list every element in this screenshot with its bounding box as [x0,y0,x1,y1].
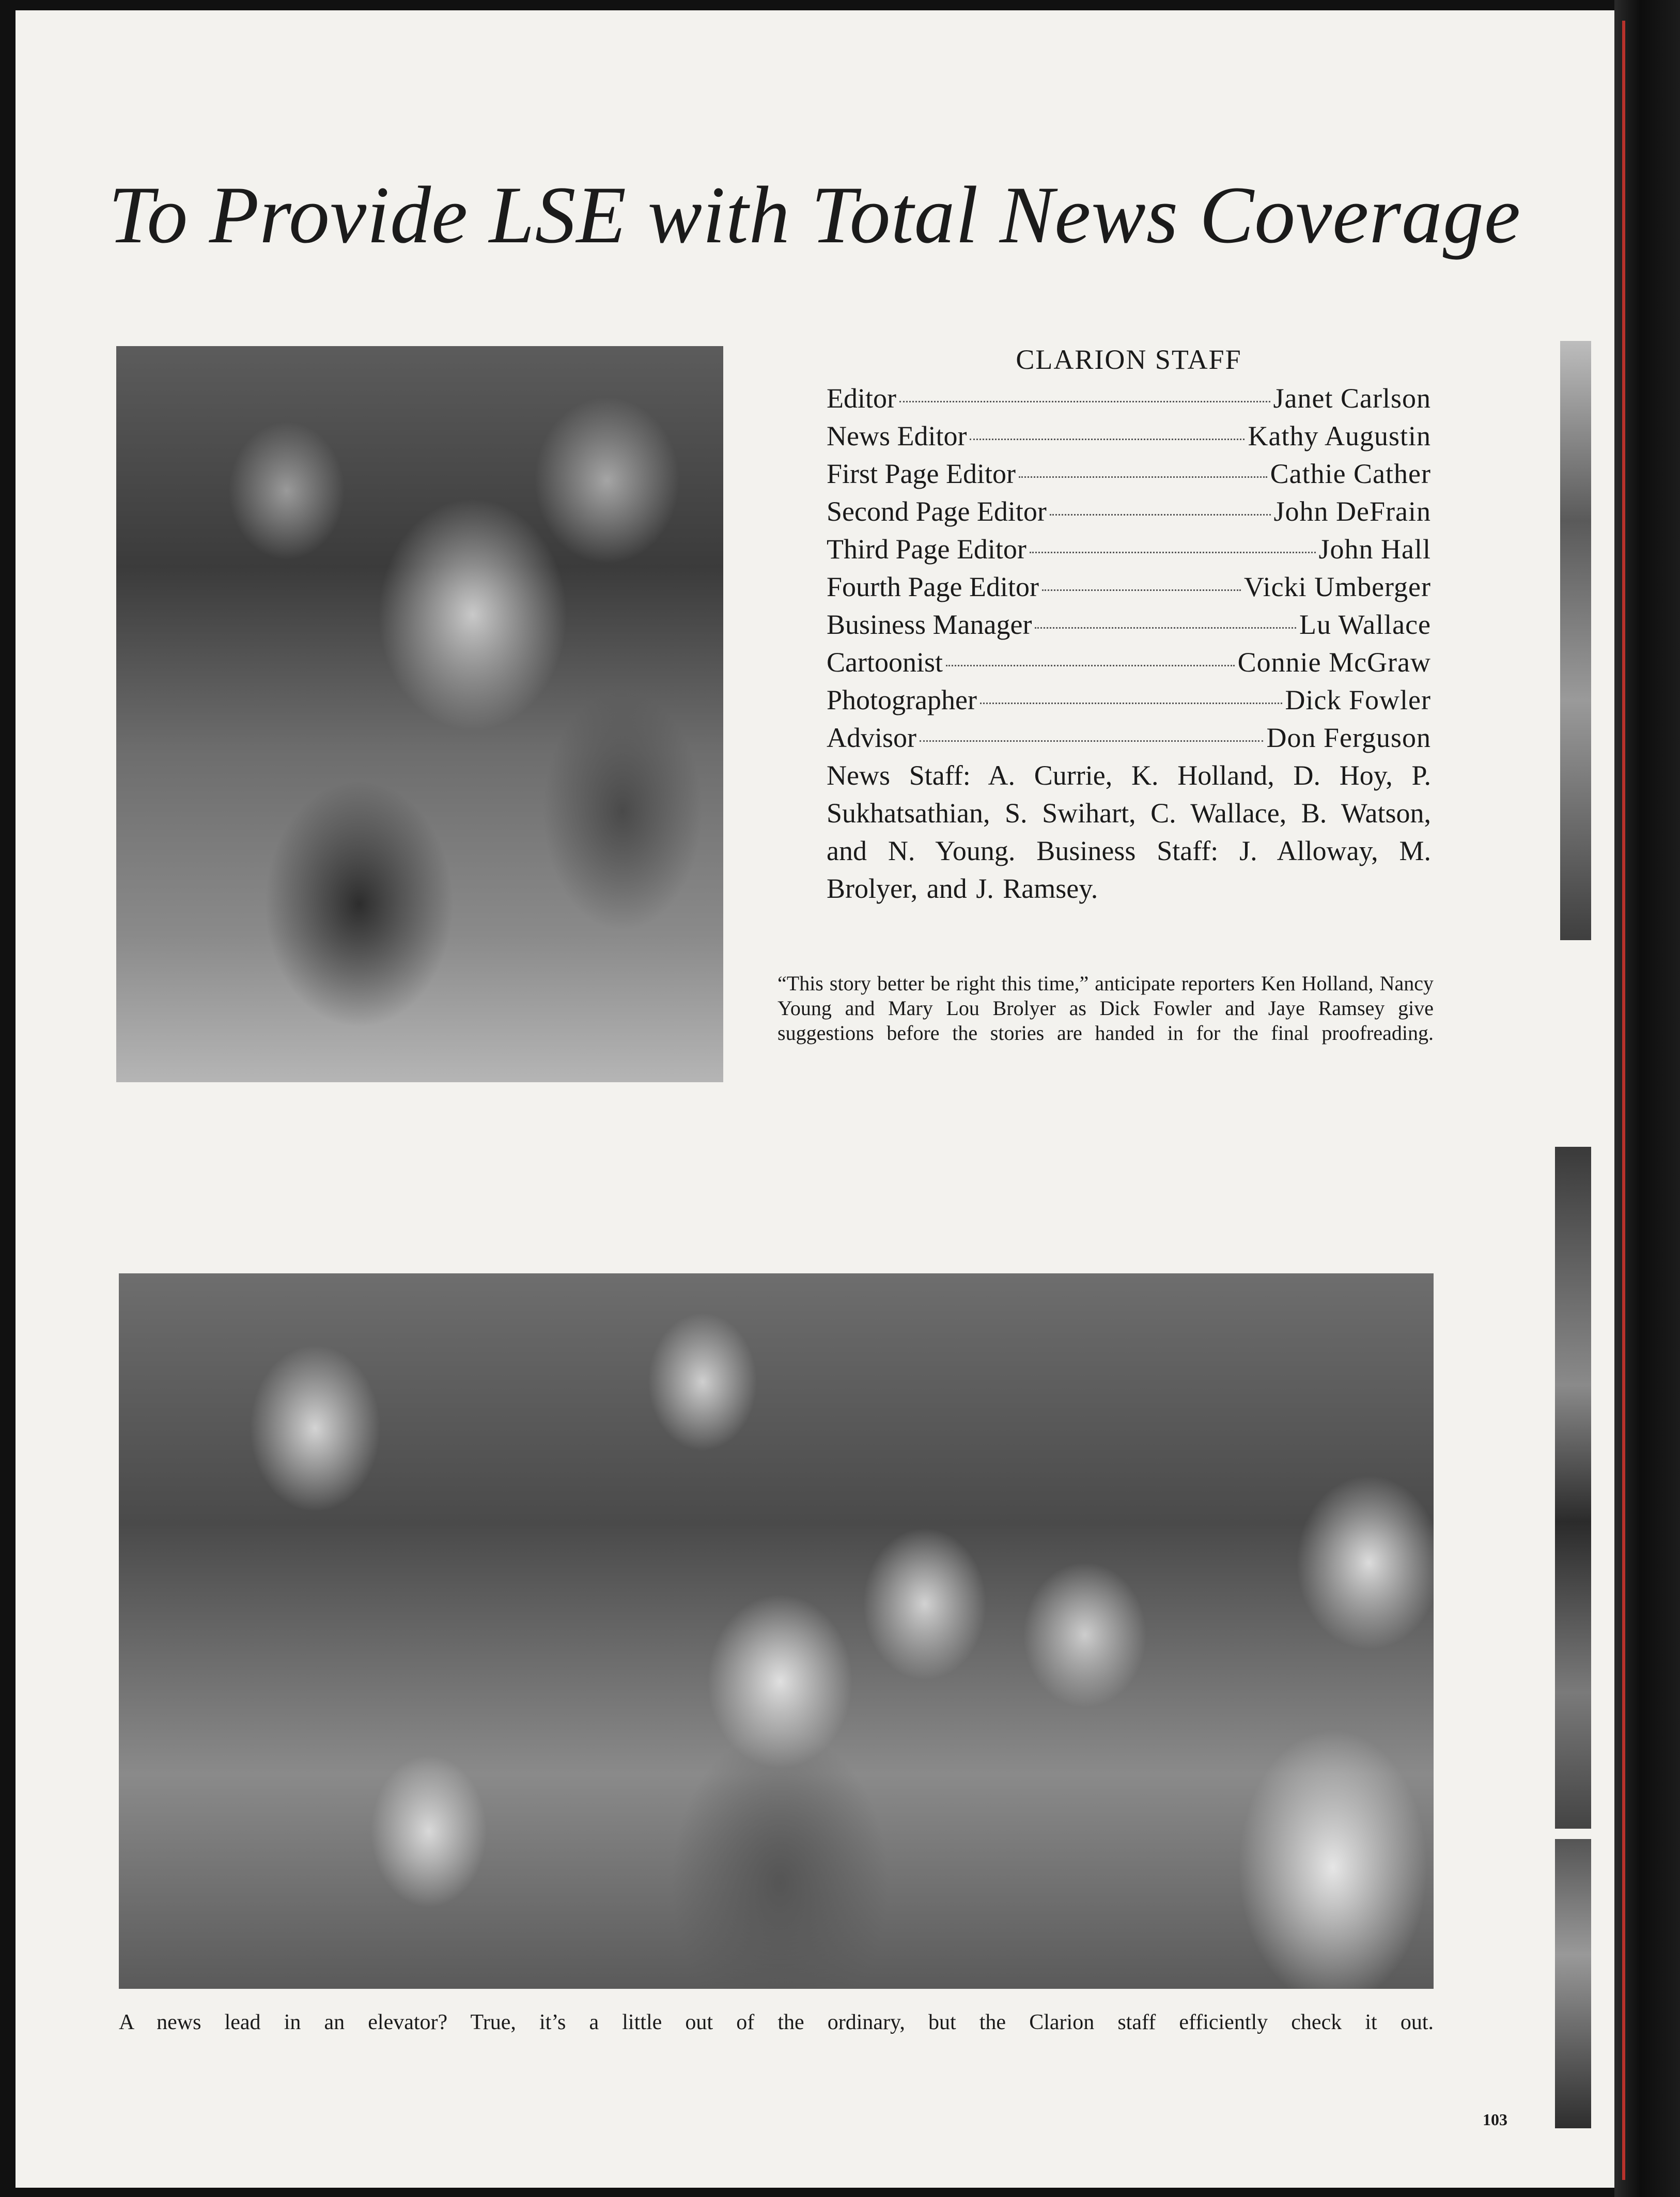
staff-row [827,681,1431,719]
dot-leader [980,703,1282,704]
staff-row [827,493,1431,531]
staff-role: Cartoonist [827,647,943,678]
staff-row [827,380,1431,417]
staff-name: Cathie Cather [1270,458,1431,489]
staff-name: Janet Carlson [1273,383,1431,414]
staff-role: Third Page Editor [827,534,1026,565]
staff-name: Connie McGraw [1237,647,1431,678]
adjacent-page-edge [1560,341,1591,940]
staff-name: Don Ferguson [1266,722,1431,753]
staff-name: John DeFrain [1273,496,1431,527]
staff-role: Advisor [827,722,916,753]
staff-list [827,341,1431,908]
group-caption: A news lead in an elevator? True, it’s a little out of the ordinary, but the Clarion staff efficiently check it out. [119,2011,1434,2034]
page-number: 103 [1483,2110,1507,2129]
staff-row [827,568,1431,606]
dot-leader [1019,476,1267,478]
staff-name: Vicki Umberger [1243,571,1431,602]
staff-name: Dick Fowler [1285,684,1431,715]
dot-leader [920,740,1263,742]
page-title: To Provide LSE with Total News Coverage [108,170,1521,260]
staff-note: News Staff: A. Currie, K. Holland, D. Hoy, P. Sukhatsathian, S. Swihart, C. Wallace, B. Watson, and N. Young. Business Staff: J. Alloway, M. Brolyer, and J. Ramsey. [827,760,1431,904]
staff-name: Lu Wallace [1299,609,1431,640]
staff-row [827,417,1431,455]
staff-row [827,606,1431,644]
newsroom-caption: “This story better be right this time,” anticipate reporters Ken Holland, Nancy Young and Mary Lou Brolyer as Dick Fowler and Jaye Ramsey give suggestions before the stories are handed in for the final proofreading. [777,972,1434,1045]
staff-role: Fourth Page Editor [827,571,1039,602]
dot-leader [1030,552,1316,553]
staff-name: John Hall [1318,534,1431,565]
staff-role: Business Manager [827,609,1032,640]
dot-leader [1050,514,1271,516]
staff-row [827,719,1431,757]
adjacent-page-edge [1555,1839,1591,2128]
staff-role: News Editor [827,420,967,451]
staff-role: Second Page Editor [827,496,1047,527]
newsroom-photo [116,346,723,1082]
spine-line [1622,21,1625,2180]
dot-leader [1035,627,1296,629]
dot-leader [970,439,1245,440]
dot-leader [899,401,1270,402]
staff-name: Kathy Augustin [1248,420,1431,451]
staff-rows [827,380,1431,757]
adjacent-page-edge [1555,1147,1591,1829]
dot-leader [946,665,1235,666]
staff-row [827,644,1431,681]
dot-leader [1042,589,1241,591]
staff-role: Editor [827,383,896,414]
staff-heading: CLARION STAFF [1016,344,1242,375]
staff-role: First Page Editor [827,458,1016,489]
staff-row [827,455,1431,493]
staff-role: Photographer [827,684,977,715]
group-photo [119,1273,1434,1989]
staff-row [827,531,1431,568]
